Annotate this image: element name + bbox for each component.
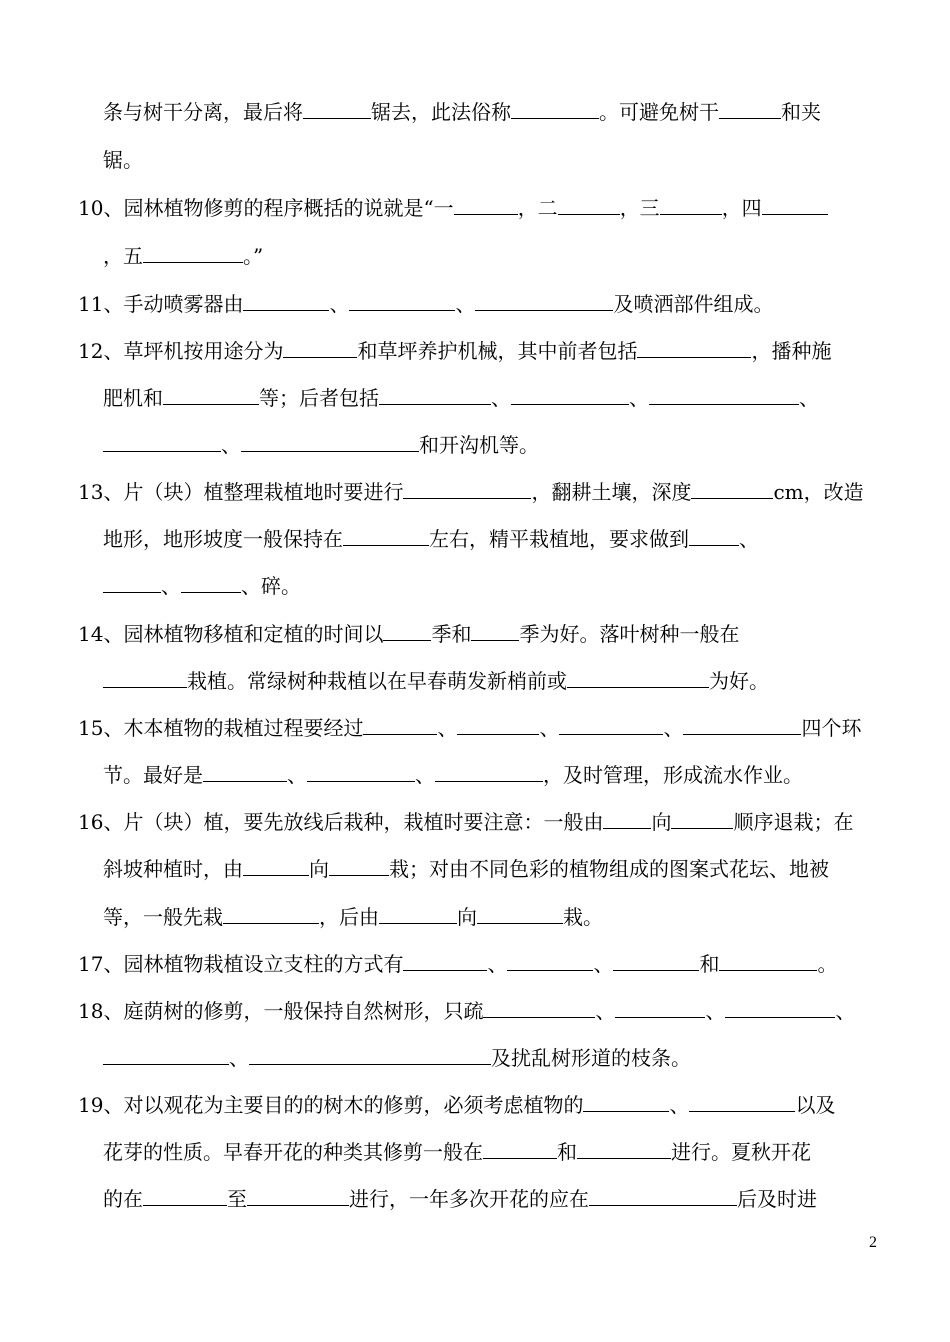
fill-in-blank[interactable] <box>103 433 221 452</box>
line-text: 12、草坪机按用途分为 <box>78 339 284 363</box>
fill-in-blank[interactable] <box>379 905 457 924</box>
fill-in-blank[interactable] <box>583 1093 669 1112</box>
line-text: 。” <box>243 244 264 268</box>
line-text: 13、片（块）植整理栽植地时要进行 <box>78 480 404 504</box>
fill-in-blank[interactable] <box>143 1187 227 1206</box>
text-line <box>78 292 773 316</box>
fill-in-blank[interactable] <box>241 433 419 452</box>
text-line <box>103 857 829 881</box>
text-line <box>78 339 831 363</box>
text-line <box>78 1093 835 1117</box>
fill-in-blank[interactable] <box>103 574 161 593</box>
fill-in-blank[interactable] <box>691 480 773 499</box>
text-line <box>103 763 803 787</box>
fill-in-blank[interactable] <box>637 339 751 358</box>
fill-in-blank[interactable] <box>247 1187 349 1206</box>
line-text: 肥机和 <box>103 386 163 410</box>
line-text: 和夹 <box>781 100 821 124</box>
line-text: 及扰乱树形道的枝条。 <box>491 1046 691 1070</box>
line-text: 和草坪养护机械，其中前者包括 <box>357 339 638 363</box>
text-line <box>78 999 855 1023</box>
line-text: ，三 <box>619 196 660 220</box>
line-text: 进行。夏秋开花 <box>671 1140 811 1164</box>
line-text: 10、园林植物修剪的程序概括的说就是“一 <box>78 196 454 220</box>
line-text: 栽；对由不同色彩的植物组成的图案式花坛、地被 <box>389 857 829 881</box>
text-line <box>78 480 864 504</box>
text-line <box>103 669 769 693</box>
fill-in-blank[interactable] <box>163 386 259 405</box>
fill-in-blank[interactable] <box>343 527 429 546</box>
text-line <box>78 716 861 740</box>
line-text: 锯去，此法俗称 <box>371 100 511 124</box>
line-text: 14、园林植物移植和定植的时间以 <box>78 622 384 646</box>
line-text: 、 <box>539 716 560 740</box>
line-text: 、 <box>161 574 181 598</box>
line-text: 、 <box>593 952 614 976</box>
line-text: 以及 <box>795 1093 836 1117</box>
line-text: 、 <box>663 716 684 740</box>
line-text: 、 <box>415 763 435 787</box>
line-text: ，五 <box>103 244 143 268</box>
fill-in-blank[interactable] <box>249 1046 491 1065</box>
line-text: 、 <box>669 1093 690 1117</box>
line-text: 向 <box>309 857 329 881</box>
fill-in-blank[interactable] <box>283 339 357 358</box>
line-text: 17、园林植物栽植设立支柱的方式有 <box>78 952 404 976</box>
text-line <box>103 386 819 410</box>
fill-in-blank[interactable] <box>615 999 705 1018</box>
line-text: 为好。 <box>709 669 769 693</box>
text-line <box>78 196 828 220</box>
text-line <box>78 810 853 834</box>
line-text: ，二 <box>517 196 558 220</box>
line-text: 、碎。 <box>241 574 301 598</box>
line-text: 的在 <box>103 1187 143 1211</box>
fill-in-blank[interactable] <box>660 196 722 215</box>
line-text: 、 <box>835 999 856 1023</box>
line-text: 、 <box>739 527 759 551</box>
fill-in-blank[interactable] <box>379 386 491 405</box>
fill-in-blank[interactable] <box>403 952 487 971</box>
line-text: 、 <box>229 1046 249 1070</box>
fill-in-blank[interactable] <box>603 810 651 829</box>
line-text: 、 <box>455 292 476 316</box>
fill-in-blank[interactable] <box>719 952 817 971</box>
line-text: 。 <box>817 952 838 976</box>
text-line <box>78 952 837 976</box>
fill-in-blank[interactable] <box>477 905 563 924</box>
fill-in-blank[interactable] <box>725 999 835 1018</box>
line-text: ，播种施 <box>751 339 832 363</box>
fill-in-blank[interactable] <box>689 1093 795 1112</box>
line-text: ，四 <box>721 196 762 220</box>
text-line <box>103 905 603 929</box>
fill-in-blank[interactable] <box>303 100 371 119</box>
line-text: 18、庭荫树的修剪，一般保持自然树形，只疏 <box>78 999 484 1023</box>
fill-in-blank[interactable] <box>383 622 431 641</box>
fill-in-blank[interactable] <box>471 622 519 641</box>
fill-in-blank[interactable] <box>589 1187 737 1206</box>
fill-in-blank[interactable] <box>475 292 613 311</box>
fill-in-blank[interactable] <box>103 669 187 688</box>
fill-in-blank[interactable] <box>483 1140 557 1159</box>
line-text: 16、片（块）植，要先放线后栽种，栽植时要注意：一般由 <box>78 810 604 834</box>
fill-in-blank[interactable] <box>181 574 241 593</box>
line-text: 地形，地形坡度一般保持在 <box>103 527 343 551</box>
fill-in-blank[interactable] <box>559 716 663 735</box>
fill-in-blank[interactable] <box>403 480 531 499</box>
fill-in-blank[interactable] <box>243 857 309 876</box>
fill-in-blank[interactable] <box>103 1046 229 1065</box>
line-text: 向 <box>457 905 477 929</box>
line-text: 季和 <box>431 622 472 646</box>
fill-in-blank[interactable] <box>762 196 828 215</box>
fill-in-blank[interactable] <box>689 527 739 546</box>
line-text: ，及时管理，形成流水作业。 <box>543 763 803 787</box>
line-text: 及喷洒部件组成。 <box>613 292 774 316</box>
text-line <box>103 574 301 598</box>
line-text: 花芽的性质。早春开花的种类其修剪一般在 <box>103 1140 483 1164</box>
line-text: 等，一般先栽 <box>103 905 223 929</box>
text-line <box>103 527 759 551</box>
line-text: 、 <box>595 999 616 1023</box>
line-text: 和 <box>557 1140 577 1164</box>
line-text: 19、对以观花为主要目的的树木的修剪，必须考虑植物的 <box>78 1093 584 1117</box>
fill-in-blank[interactable] <box>307 763 415 782</box>
line-text: 锯。 <box>103 148 143 172</box>
line-text: ，后由 <box>319 905 379 929</box>
text-line <box>78 622 739 646</box>
line-text: 、 <box>705 999 726 1023</box>
fill-in-blank[interactable] <box>363 716 437 735</box>
line-text: 、 <box>487 952 508 976</box>
fill-in-blank[interactable] <box>329 857 389 876</box>
fill-in-blank[interactable] <box>435 763 543 782</box>
line-text: ，翻耕土壤，深度 <box>531 480 692 504</box>
fill-in-blank[interactable] <box>649 386 799 405</box>
fill-in-blank[interactable] <box>349 292 455 311</box>
line-text: 进行，一年多次开花的应在 <box>349 1187 589 1211</box>
line-text: 栽植。常绿树种栽植以在早春萌发新梢前或 <box>187 669 567 693</box>
fill-in-blank[interactable] <box>577 1140 671 1159</box>
fill-in-blank[interactable] <box>203 763 287 782</box>
fill-in-blank[interactable] <box>613 952 699 971</box>
fill-in-blank[interactable] <box>454 196 518 215</box>
text-line <box>103 100 821 124</box>
line-text: 15、木本植物的栽植过程要经过 <box>78 716 364 740</box>
line-text: 、 <box>491 386 511 410</box>
line-text: 和 <box>699 952 720 976</box>
line-text: 、 <box>437 716 458 740</box>
line-text: 、 <box>329 292 350 316</box>
text-line <box>103 244 263 268</box>
fill-in-blank[interactable] <box>567 669 709 688</box>
line-text: 、 <box>287 763 307 787</box>
line-text: 、 <box>629 386 649 410</box>
line-text: 节。最好是 <box>103 763 203 787</box>
line-text: 左右，精平栽植地，要求做到 <box>429 527 689 551</box>
fill-in-blank[interactable] <box>223 905 319 924</box>
fill-in-blank[interactable] <box>143 244 243 263</box>
line-text: 顺序退栽；在 <box>733 810 854 834</box>
line-text: 四个环 <box>801 716 862 740</box>
line-text: 11、手动喷雾器由 <box>78 292 244 316</box>
text-line <box>103 148 143 172</box>
line-text: 后及时进 <box>737 1187 817 1211</box>
line-text: 等；后者包括 <box>259 386 379 410</box>
line-text: 。可避免树干 <box>599 100 719 124</box>
text-line <box>103 1140 811 1164</box>
line-text: cm，改造 <box>773 480 864 504</box>
line-text: 、 <box>799 386 819 410</box>
text-line <box>103 433 539 457</box>
line-text: 向 <box>651 810 672 834</box>
fill-in-blank[interactable] <box>511 386 629 405</box>
fill-in-blank[interactable] <box>507 952 593 971</box>
fill-in-blank[interactable] <box>558 196 620 215</box>
fill-in-blank[interactable] <box>671 810 733 829</box>
line-text: 季为好。落叶树种一般在 <box>519 622 740 646</box>
fill-in-blank[interactable] <box>719 100 781 119</box>
line-text: 斜坡种植时，由 <box>103 857 243 881</box>
text-line <box>103 1187 817 1211</box>
fill-in-blank[interactable] <box>511 100 599 119</box>
fill-in-blank[interactable] <box>243 292 329 311</box>
line-text: 、 <box>221 433 241 457</box>
line-text: 条与树干分离，最后将 <box>103 100 303 124</box>
fill-in-blank[interactable] <box>683 716 801 735</box>
line-text: 和开沟机等。 <box>419 433 539 457</box>
fill-in-blank[interactable] <box>483 999 595 1018</box>
text-line <box>103 1046 691 1070</box>
line-text: 至 <box>227 1187 247 1211</box>
page-number: 2 <box>869 1234 877 1251</box>
fill-in-blank[interactable] <box>457 716 539 735</box>
line-text: 栽。 <box>563 905 603 929</box>
